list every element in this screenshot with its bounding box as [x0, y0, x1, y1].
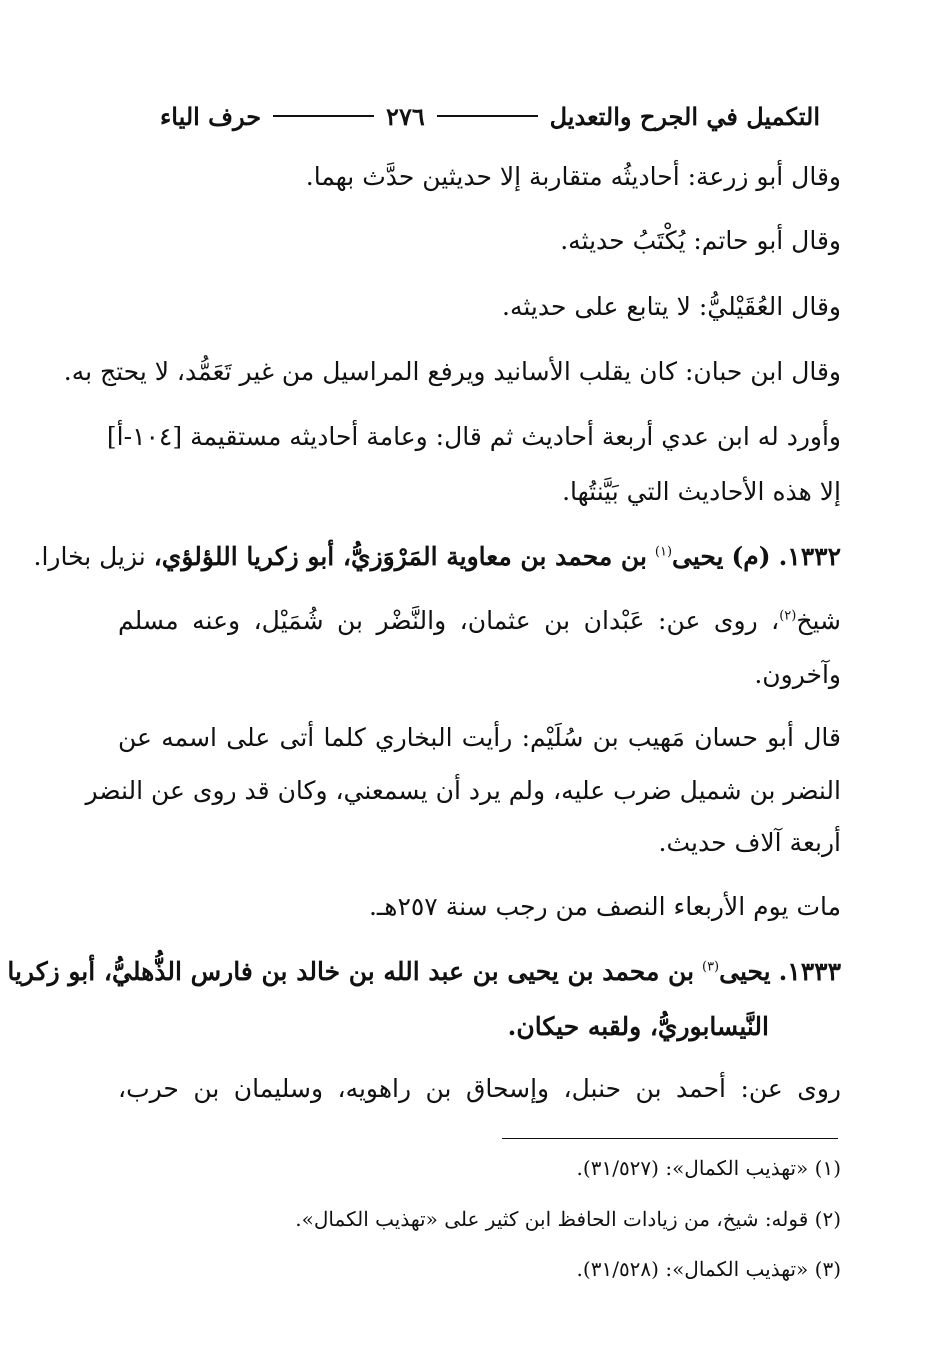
footnote-2: (٢) قوله: شيخ، من زيادات الحافظ ابن كثير على «تهذيب الكمال».	[295, 1207, 841, 1231]
chapter-title: حرف الياء	[160, 101, 262, 131]
text-line: مات يوم الأربعاء النصف من رجب سنة ٢٥٧هـ.	[368, 892, 841, 921]
footnote-ref: (٣)	[701, 959, 720, 975]
text-line: النضر بن شميل ضرب عليه، ولم يرد أن يسمعني، وكان قد روى عن النضر	[85, 776, 841, 805]
footnote-separator	[502, 1138, 838, 1139]
text-line: وأورد له ابن عدي أربعة أحاديث ثم قال: وعامة أحاديثه مستقيمة [١٠٤-أ]	[106, 422, 841, 451]
entry-number: ١٣٣٢.	[778, 542, 841, 571]
footnote-ref: (١)	[654, 544, 673, 560]
text-line	[118, 604, 841, 638]
text-line: وقال ابن حبان: كان يقلب الأسانيد ويرفع المراسيل من غير تَعَمُّد، لا يحتج به.	[63, 357, 841, 386]
text-line: أربعة آلاف حديث.	[658, 828, 841, 857]
footnote-1: (١) «تهذيب الكمال»: (٣١/٥٢٧).	[576, 1156, 841, 1180]
narrators-list: ، روى عن: عَبْدان بن عثمان، والنَّضْر بن شُمَيْل، وعنه مسلم	[118, 606, 780, 635]
footnote-ref: (٢)	[779, 608, 797, 624]
text-line: وقال أبو حاتم: يُكْتَبُ حديثه.	[560, 226, 841, 255]
running-header	[160, 96, 820, 136]
entry-number: ١٣٣٣.	[778, 957, 841, 986]
entry-tail: نزيل بخارا.	[33, 542, 146, 571]
text-line: وقال العُقَيْليُّ: لا يتابع على حديثه.	[502, 292, 841, 321]
text-line: روى عن: أحمد بن حنبل، وإسحاق بن راهويه، وسليمان بن حرب،	[118, 1074, 841, 1103]
entry-1332-heading	[33, 540, 841, 574]
text-line: قال أبو حسان مَهيب بن سُلَيْم: رأيت البخاري كلما أتى على اسمه عن	[118, 723, 841, 752]
book-code: (م)	[731, 542, 771, 571]
entry-1333-heading	[7, 955, 841, 989]
page-number: ٢٧٦	[386, 101, 425, 131]
text-line: وآخرون.	[754, 660, 841, 689]
narrator-lineage: بن محمد بن معاوية المَرْوَزيُّ، أبو زكريا اللؤلؤي،	[153, 542, 647, 571]
book-title: التكميل في الجرح والتعديل	[549, 101, 820, 131]
text-line: إلا هذه الأحاديث التي بَيَّنتُها.	[562, 477, 841, 506]
narrator-name: يحيى	[719, 957, 771, 986]
word-shaykh: شيخ	[796, 606, 841, 635]
footnote-3: (٣) «تهذيب الكمال»: (٣١/٥٢٨).	[576, 1257, 841, 1281]
entry-1333-heading-cont: النَّيسابوريُّ، ولقبه حيكان.	[507, 1012, 769, 1041]
header-rule	[273, 115, 374, 117]
header-rule	[437, 115, 538, 117]
narrator-name: يحيى	[672, 542, 724, 571]
text-line: وقال أبو زرعة: أحاديثُه متقاربة إلا حديثين حدَّث بهما.	[305, 162, 841, 191]
narrator-lineage: بن محمد بن يحيى بن عبد الله بن خالد بن فارس الذُّهليُّ، أبو زكريا	[7, 957, 695, 986]
